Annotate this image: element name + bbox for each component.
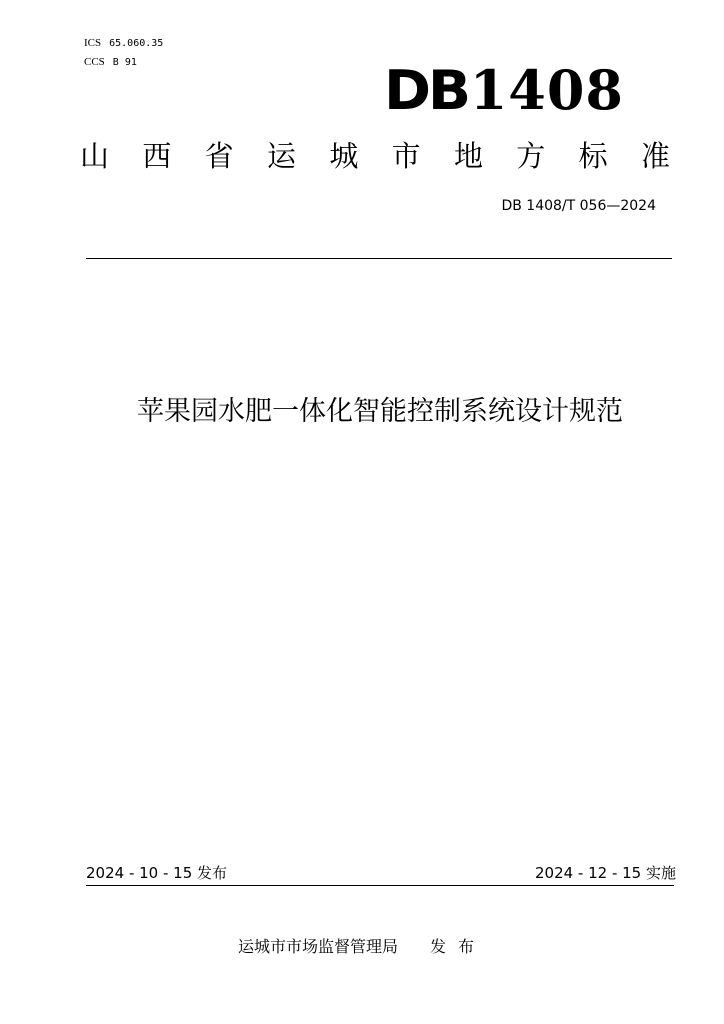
standard-type-char: 运 (266, 139, 296, 173)
standard-type-char: 市 (391, 139, 421, 173)
issue-action: 发布 (430, 937, 487, 956)
ccs-label: CCS (84, 56, 105, 68)
ics-label: ICS (84, 37, 102, 49)
standard-type-char: 方 (516, 139, 546, 173)
footer-divider (86, 885, 674, 886)
implement-date: 2024 - 12 - 15 实施 (534, 864, 676, 882)
header-divider (86, 258, 672, 259)
db-letters: DB (383, 59, 468, 122)
db-standard-mark (383, 58, 624, 123)
dates-row (86, 862, 676, 886)
ics-row (84, 34, 163, 53)
standard-type-char: 城 (329, 139, 359, 173)
issuer-line (0, 934, 724, 957)
standard-type-char: 山 (80, 139, 110, 173)
standard-type-heading (80, 138, 670, 174)
standard-type-char: 省 (204, 139, 234, 173)
issuing-organization: 运城市市场监督管理局 (237, 937, 398, 956)
standard-type-char: 西 (142, 139, 172, 173)
ccs-code: B 91 (112, 57, 137, 68)
db-region-code: 1408 (469, 58, 624, 122)
ics-code: 65.060.35 (109, 38, 164, 49)
ccs-row (84, 53, 163, 72)
classification-codes (84, 34, 163, 72)
document-title (0, 392, 724, 432)
standard-type-char: 准 (640, 139, 670, 173)
standard-type-char: 标 (578, 139, 608, 173)
document-title-text: 苹果园水肥一体化智能控制系统设计规范 (137, 396, 623, 427)
standard-type-char: 地 (453, 139, 483, 173)
publish-date: 2024 - 10 - 15 发布 (86, 864, 228, 882)
standard-number: DB 1408/T 056—2024 (501, 198, 656, 214)
